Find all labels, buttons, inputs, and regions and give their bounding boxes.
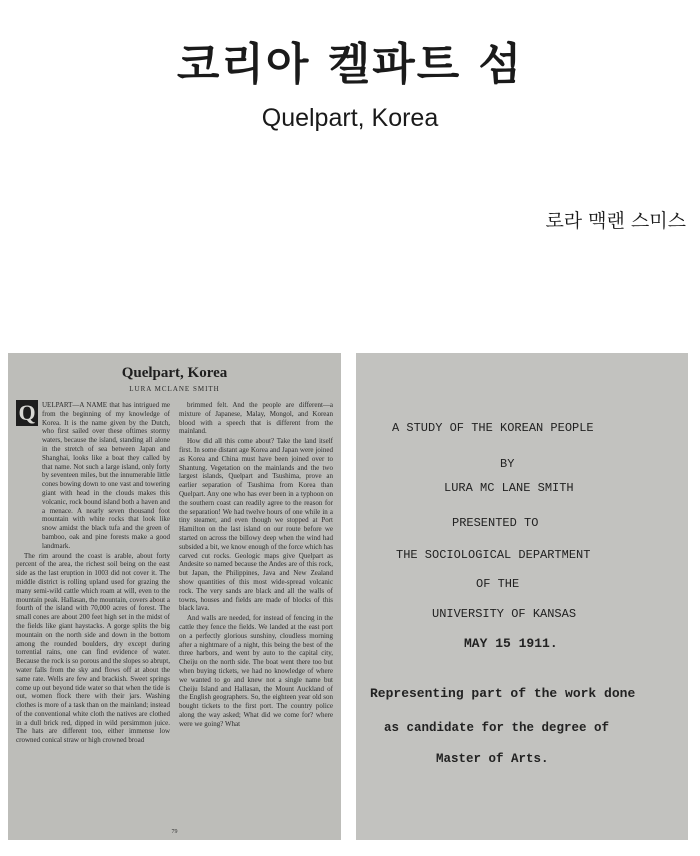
article-author: LURA MCLANE SMITH — [129, 385, 220, 393]
article-page-number: 79 — [171, 829, 178, 835]
article-title: Quelpart, Korea — [121, 365, 228, 381]
thesis-line-representing: Representing part of the work done — [370, 686, 636, 701]
thesis-line-candidate: as candidate for the degree of — [384, 721, 610, 735]
thesis-line-degree: Master of Arts. — [436, 752, 549, 766]
author-name: 로라 맥랜 스미스 — [545, 210, 686, 232]
article-column-2 — [179, 401, 333, 833]
article-paragraph: The rim around the coast is arable, about forty percent of the area, the richest soil being on the east side as the last eruption in 1003 did not cover it. The middle district is rolling upland used for grazing the many semi-wild cattle which roam at will, even to the mountain peak. Hallasan, the mountain, covers about a fourth of the island with 70,000 acres of forest. The small cones are about 200 feet high set in the midst of the fields like giant haystacks. A gorge splits the big mountain on the north side and down in the bottom among the rounded boulders, dry except during torrential rains, one can find evidence of water. Because the rock is so porous and the slopes so abrupt, water falls from the sky and flows off at about the same rate. Wells are few and brackish. Sweet springs come up out beyond tide water so that when the tide is out, women flock there with their jars. Washing clothes is more of a task than on the mainland; instead of the conventional white cloth the natives are clothed in a dull brick red, dipped in wild persimmon juice. The hats are different too, either immense low crowned conical straw or high crowned broad — [16, 551, 170, 745]
thesis-line-title: A STUDY OF THE KOREAN PEOPLE — [392, 421, 594, 435]
page-subtitle: Quelpart, Korea — [261, 104, 439, 132]
article-paragraph: UELPART—A NAME that has intrigued me from the beginning of my knowledge of Korea. It is the name given by the Dutch, who first sailed over these oftimes stormy waters, because the island, standing all alone in the stretch of sea between Japan and Shanghai, looks like a boat they called by that name. Not such a large island, only forty by seventeen miles, but the innumerable little cones bowing down to one vast and towering giant with head in the clouds makes this volcanic, rock bound island both a haven and a menace. A nearly seven thousand foot mountain with white rocks that look like snow amidst the black tufa and the green of bamboo, oak and pine forests make a good landmark. — [42, 401, 170, 550]
article-dropcap: Q — [16, 400, 38, 426]
thesis-line-university: UNIVERSITY OF KANSAS — [432, 607, 577, 621]
article-paragraph: How did all this come about? Take the land itself first. In some distant age Korea and Japan were joined as Korea and China must have been joined over to Shantung. Vegetation on the mainlands and the two largest islands, Quelpart and Tsushima, prove an earlier separation of Tsushima from Korea than Quelpart. Any one who has ever been in a typhoon on the southern coast can readily agree to the reason for the separation! We had twelve hours of one while in a tiny steamer, and even though we stopped at Port Hamilton on the last island on our route before we started on across the billowy deep when the wind had subsided a bit, we know enough of the force which has carved cut rocks. Geologic maps give Quelpart as Andesite so named because the Andes are of this rock, but Japan, the Philippines, Java and New Zealand show quantities of this most wide-spread volcanic rock. The very sands are black and all the walls of towns, houses and fields are made of blocks of this black lava. — [179, 437, 333, 613]
thesis-title-page-scan — [356, 353, 688, 840]
page-title: 코리아 켈파트 섬 — [176, 39, 524, 90]
article-column-1 — [16, 401, 170, 833]
article-paragraph: And walls are needed, for instead of fencing in the cattle they fence the fields. We landed at the east port on a perfectly glorious sunshiny, cloudless morning after a nightmare of a night, this being the best of the three harbors, and went by auto to the capital city, Cheiju on the north side. The boat went there too but when buying tickets, we had no knowledge of where we wanted to go and knew not a single name but Cheiju Island and Hallasan, the Mount Auckland of the English geographers. So, the eighteen year old son bought tickets to the first port. The country police along the way asked; What did we come for? where were we going? What — [179, 614, 333, 728]
thesis-line-date: MAY 15 1911. — [464, 636, 558, 651]
article-paragraph: brimmed felt. And the people are different—a mixture of Japanese, Malay, Mongol, and Korean blood with a speech that is different from the mainland. — [179, 401, 333, 436]
thesis-line-by: BY — [500, 457, 515, 471]
thesis-line-department: THE SOCIOLOGICAL DEPARTMENT — [396, 548, 591, 562]
article-scan — [8, 353, 341, 840]
thesis-line-author: LURA MC LANE SMITH — [444, 481, 574, 495]
thesis-line-of-the: OF THE — [476, 577, 520, 591]
thesis-line-presented: PRESENTED TO — [452, 516, 539, 530]
